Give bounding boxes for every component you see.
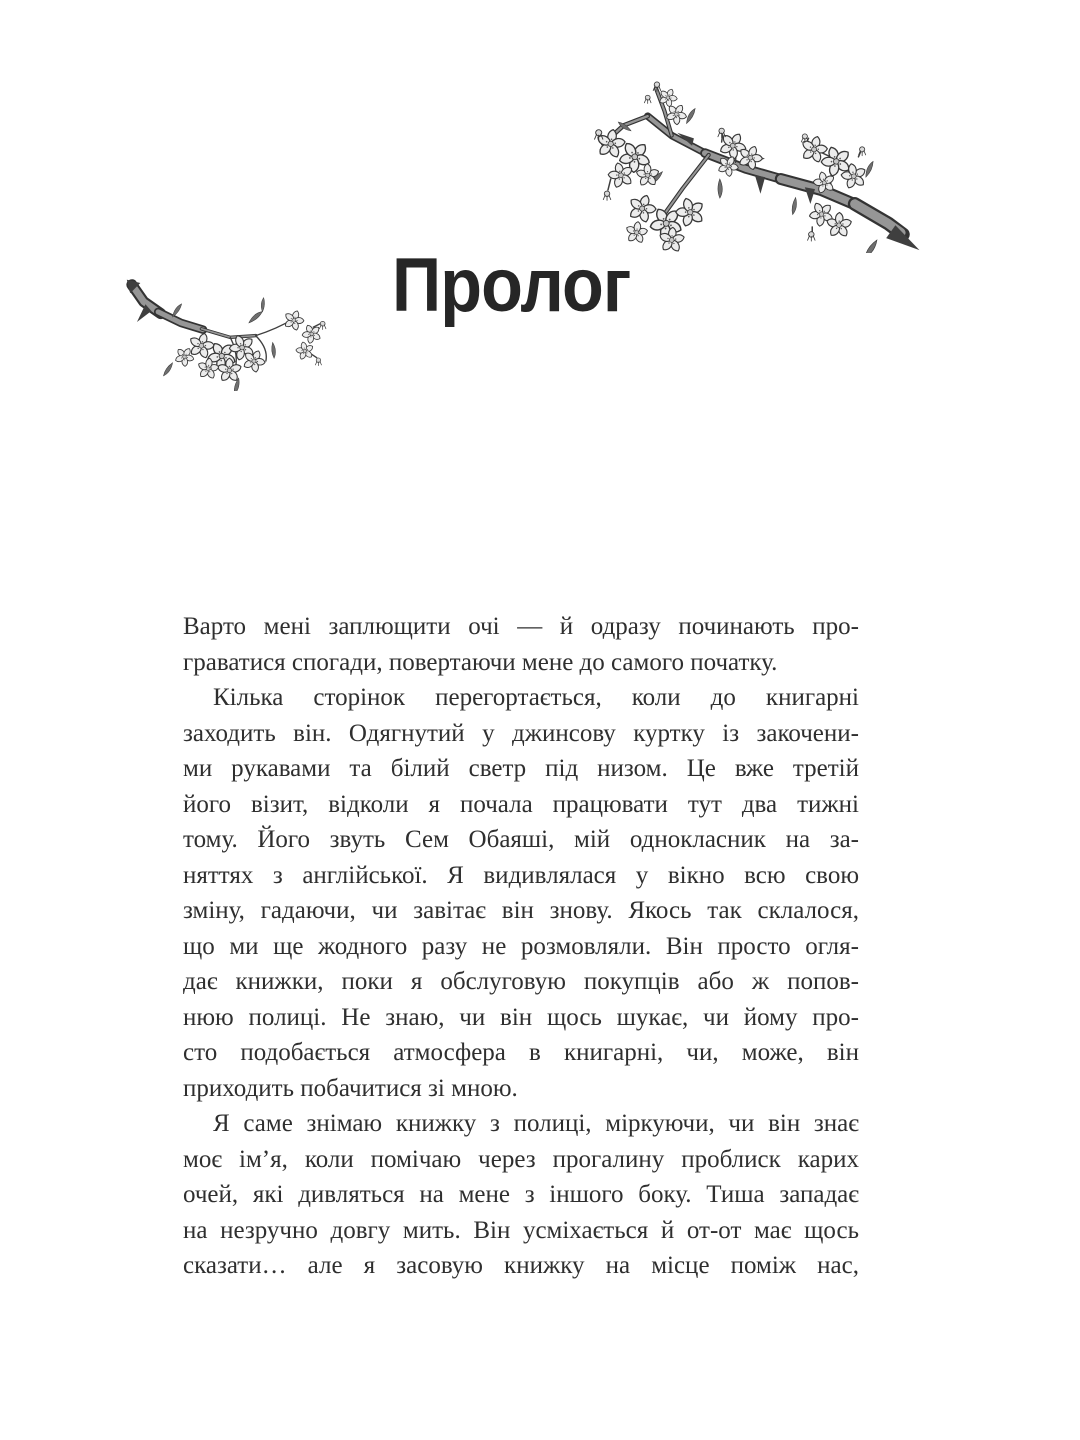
text-line: його візит, відколи я почала працювати тут два тижні [183,790,859,818]
text-line: зміну, гадаючи, чи завітає він знову. Якось так склалося, [183,897,859,924]
cherry-blossom-branch-left-illustration [120,276,332,391]
chapter-title: Пролог [392,243,631,328]
text-line: що ми ще жодного разу не розмовляли. Він просто огля- [183,932,859,960]
paragraph [183,609,859,680]
text-line: очей, які дивляться на мене з іншого боку. Тиша западає [183,1181,859,1208]
text-line: на незручно довгу мить. Він усміхається й от-от має щось [183,1216,859,1244]
text-line: граватися спогади, повертаючи мене до самого початку. [183,648,778,676]
text-line: ми рукавами та білий светр під низом. Це вже третій [183,755,859,782]
cherry-blossom-branch-top-right-illustration [583,68,925,253]
text-line: тому. Його звуть Сем Обаяші, мій однокласник на за- [183,826,859,853]
text-line: няттях з англійської. Я видивлялася у вікно всю свою [183,861,859,889]
paragraph [183,1106,859,1284]
text-line: Варто мені заплющити очі — й одразу починають про- [183,613,859,640]
text-line: Кілька сторінок перегортається, коли до книгарні [213,684,859,711]
text-line: сто подобається атмосфера в книгарні, чи, може, він [183,1039,859,1066]
body-text [183,609,859,1284]
text-line: заходить він. Одягнутий у джинсову куртку із закочени- [183,719,859,747]
text-line: приходить побачитися зі мною. [183,1074,518,1102]
text-line: моє ім’я, коли помічаю через прогалину проблиск карих [183,1145,859,1173]
text-line: нюю полиці. Не знаю, чи він щось шукає, чи йому про- [183,1003,859,1031]
text-line: сказати… але я засовую книжку на місце поміж нас, [183,1252,859,1279]
text-line: дає книжки, поки я обслуговую покупців або ж попов- [183,968,859,995]
text-line: Я саме знімаю книжку з полиці, міркуючи, чи він знає [213,1110,859,1137]
paragraph [183,680,859,1106]
